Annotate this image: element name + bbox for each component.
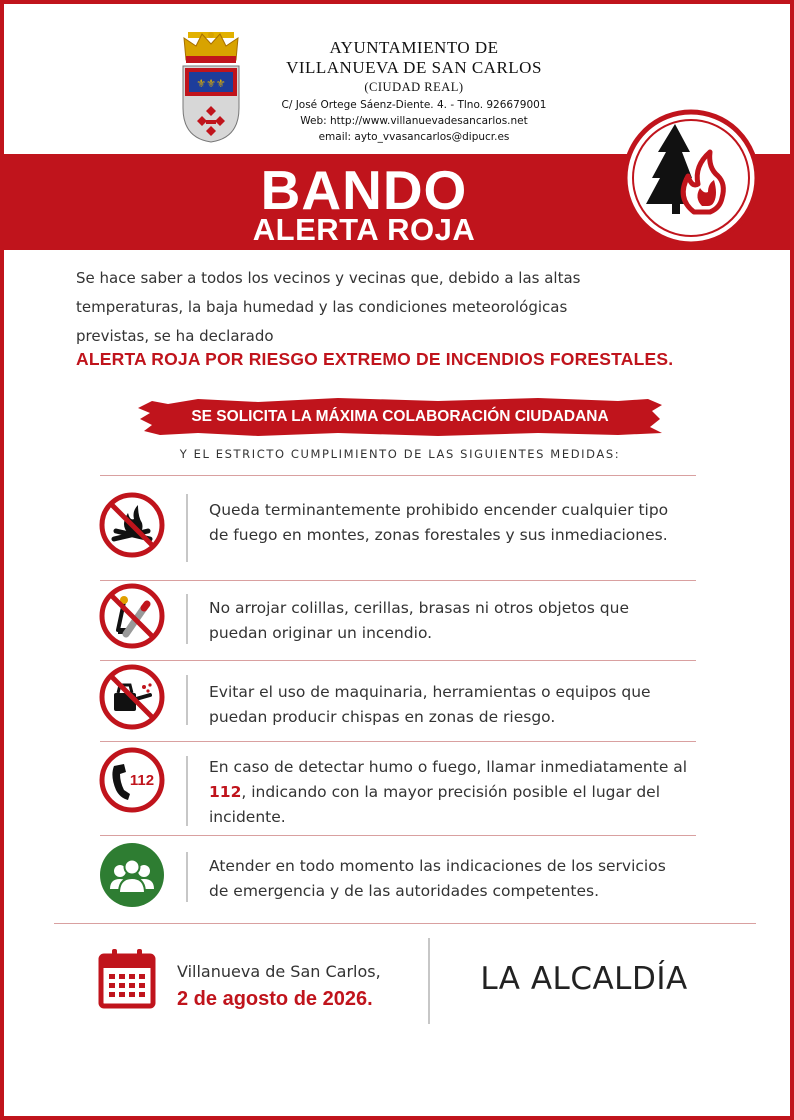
- measure-5-text: Atender en todo momento las indicaciones de los servicios de emergencia y de las autoridades competentes.: [209, 857, 666, 900]
- collab-subtitle: Y EL ESTRICTO CUMPLIMIENTO DE LAS SIGUIENTES MEDIDAS:: [179, 447, 621, 461]
- banner-subtitle: ALERTA ROJA: [252, 212, 476, 247]
- header-address: C/ José Ortege Sáenz-Diente. 4. - Tlno. 926679001: [281, 99, 547, 111]
- header-line-2: VILLANUEVA DE SAN CARLOS: [286, 58, 542, 77]
- intro-text: Se hace saber a todos los vecinos y vecinas que, debido a las altas temperaturas, la baja humedad y las condiciones meteorológicas previstas, se ha declarado: [76, 269, 581, 345]
- header-line-3: (CIUDAD REAL): [364, 80, 464, 94]
- separator: [186, 594, 188, 644]
- separator: [100, 835, 696, 836]
- separator: [100, 741, 696, 742]
- footer-date: 2 de agosto de 2026.: [177, 988, 373, 1010]
- separator: [186, 494, 188, 562]
- separator: [100, 660, 696, 661]
- no-campfire-icon: [98, 491, 166, 559]
- header-email[interactable]: email: ayto_vvasancarlos@dipucr.es: [318, 131, 510, 143]
- emergency-services-icon: [98, 841, 166, 909]
- measure-3-text: Evitar el uso de maquinaria, herramientas o equipos que puedan producir chispas en zonas de riesgo.: [209, 683, 651, 726]
- header-line-1: AYUNTAMIENTO DE: [329, 38, 499, 57]
- phone-112-icon: [98, 746, 166, 814]
- measure-1-text: Queda terminantemente prohibido encender cualquier tipo de fuego en montes, zonas forestales y sus inmediaciones.: [209, 501, 669, 544]
- no-sparking-machinery-icon: [98, 663, 166, 731]
- banner-title: BANDO: [260, 159, 468, 221]
- calendar-icon: [98, 946, 156, 1010]
- collab-title: SE SOLICITA LA MÁXIMA COLABORACIÓN CIUDADANA: [191, 408, 609, 425]
- emergency-number[interactable]: 112: [209, 783, 242, 801]
- measure-4-text: [209, 755, 689, 830]
- intro-alert: ALERTA ROJA POR RIESGO EXTREMO DE INCENDIOS FORESTALES.: [76, 349, 674, 369]
- separator: [186, 675, 188, 725]
- forest-fire-icon: [622, 102, 760, 250]
- footer-separator: [54, 923, 756, 924]
- header-web[interactable]: Web: http://www.villanuevadesancarlos.net: [300, 115, 528, 127]
- separator: [186, 852, 188, 902]
- measure-2-text: No arrojar colillas, cerillas, brasas ni otros objetos que puedan originar un incendio.: [209, 599, 630, 642]
- coat-of-arms-icon: [178, 26, 244, 144]
- svg-text:⚜⚜⚜: ⚜⚜⚜: [196, 77, 226, 90]
- measure-4-text-before: En caso de detectar humo o fuego, llamar inmediatamente al: [209, 758, 688, 776]
- phone-112-label: 112: [129, 772, 155, 789]
- separator: [100, 475, 696, 476]
- no-cigarette-match-icon: [98, 582, 166, 650]
- separator: [186, 756, 188, 826]
- signer: LA ALCALDÍA: [480, 961, 688, 997]
- separator: [100, 580, 696, 581]
- footer-place: Villanueva de San Carlos,: [177, 962, 381, 981]
- measure-4-text-after: , indicando con la mayor precisión posible el lugar del incidente.: [209, 783, 661, 826]
